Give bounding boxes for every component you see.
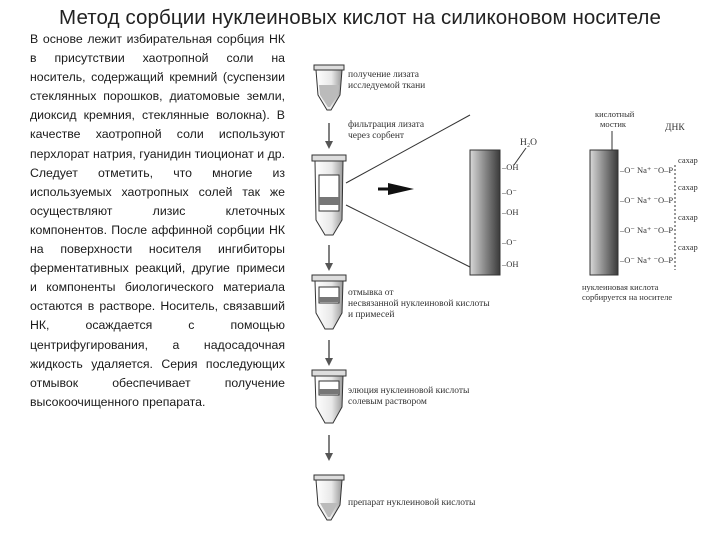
step1-label: [348, 70, 425, 91]
silica-bridge-label: [595, 109, 635, 129]
svg-text:сахар: сахар: [678, 155, 698, 165]
zoom-caption: [582, 282, 672, 302]
dna-chain: [619, 165, 675, 270]
svg-text:–O⁻: –O⁻: [502, 187, 517, 197]
arrow-down-icon: [325, 435, 333, 461]
surface-groups: [501, 162, 519, 269]
svg-text:сахар: сахар: [678, 242, 698, 252]
step3-label: [348, 288, 490, 320]
svg-text:исследуемой ткани: исследуемой ткани: [348, 81, 426, 91]
svg-text:мостик: мостик: [600, 119, 627, 129]
arrow-down-icon: [325, 245, 333, 271]
svg-text:сахар: сахар: [678, 212, 698, 222]
svg-text:фильтрация лизата: фильтрация лизата: [348, 120, 425, 130]
step2-label: [348, 119, 425, 141]
svg-text:–O⁻ Na⁺ ⁻O–P: –O⁻ Na⁺ ⁻O–P: [620, 195, 674, 205]
arrow-right-icon: [378, 183, 414, 195]
silica-surface-zoom: [590, 150, 618, 275]
svg-text:–OH: –OH: [502, 162, 519, 172]
tube-elution-icon: [312, 370, 346, 423]
svg-text:элюция нуклеиновой кислоты: элюция нуклеиновой кислоты: [348, 386, 470, 396]
tube-filter-icon: [312, 155, 346, 235]
silica-surface: [470, 150, 500, 275]
svg-text:получение лизата: получение лизата: [348, 70, 419, 80]
svg-text:нуклеиновая кислота: нуклеиновая кислота: [582, 282, 659, 292]
svg-text:–O⁻: –O⁻: [502, 237, 517, 247]
page-title: Метод сорбции нуклеиновых кислот на силиконовом носителе: [59, 6, 661, 29]
arrow-down-icon: [325, 340, 333, 366]
step5-label: [348, 497, 476, 508]
svg-text:солевым раствором: солевым раствором: [348, 397, 427, 407]
svg-text:–O⁻ Na⁺ ⁻O–P: –O⁻ Na⁺ ⁻O–P: [620, 225, 674, 235]
water-label: H₂O: [520, 138, 538, 148]
svg-text:отмывка от: отмывка от: [348, 288, 394, 298]
svg-text:и примесей: и примесей: [348, 310, 395, 320]
svg-text:–O⁻ Na⁺ ⁻O–P: –O⁻ Na⁺ ⁻O–P: [620, 255, 674, 265]
sorption-diagram: [290, 55, 700, 535]
svg-text:через сорбент: через сорбент: [348, 131, 405, 141]
svg-text:–OH: –OH: [502, 259, 519, 269]
step4-label: [348, 385, 470, 407]
svg-text:кислотный: кислотный: [595, 109, 635, 119]
tube-product-icon: [314, 475, 344, 520]
svg-text:сахар: сахар: [678, 182, 698, 192]
svg-text:сорбируется на носителе: сорбируется на носителе: [582, 292, 673, 302]
tube-lysate-icon: [314, 65, 344, 110]
svg-text:–OH: –OH: [502, 207, 519, 217]
sugar-labels: [678, 155, 698, 252]
body-paragraph: В основе лежит избирательная сорбция НК в присутствии хаотропной соли на носитель, содержащий кремний (суспензии стеклянных порошков, диатомовые земли, диоксид кремния, стеклянные волокна). В качестве хаотропной соли используют перхлорат натрия, гуанидин тиоционат и др. Следует отметить, что многие из используемых хаотропных солей так же осуществляют лизис клеточных компонентов. После аффинной сорбции НК на поверхности носителя ингибиторы ферментативных реакций, другие примеси и компоненты биологического материала остаются в растворе. Носитель, связавший НК, осаждается с помощью центрифугирования, а надосадочная жидкость удаляется. Серия последующих отмывок обеспечивает получение высокоочищенного препарата.: [30, 32, 285, 409]
svg-text:несвязанной нуклеиновой кислот: несвязанной нуклеиновой кислоты: [348, 299, 490, 309]
arrow-down-icon: [325, 123, 333, 149]
svg-text:–O⁻ Na⁺ ⁻O–P: –O⁻ Na⁺ ⁻O–P: [620, 165, 674, 175]
dna-label: ДНК: [665, 123, 685, 133]
tube-wash-icon: [312, 275, 346, 329]
svg-text:препарат нуклеиновой кислоты: препарат нуклеиновой кислоты: [348, 498, 476, 508]
